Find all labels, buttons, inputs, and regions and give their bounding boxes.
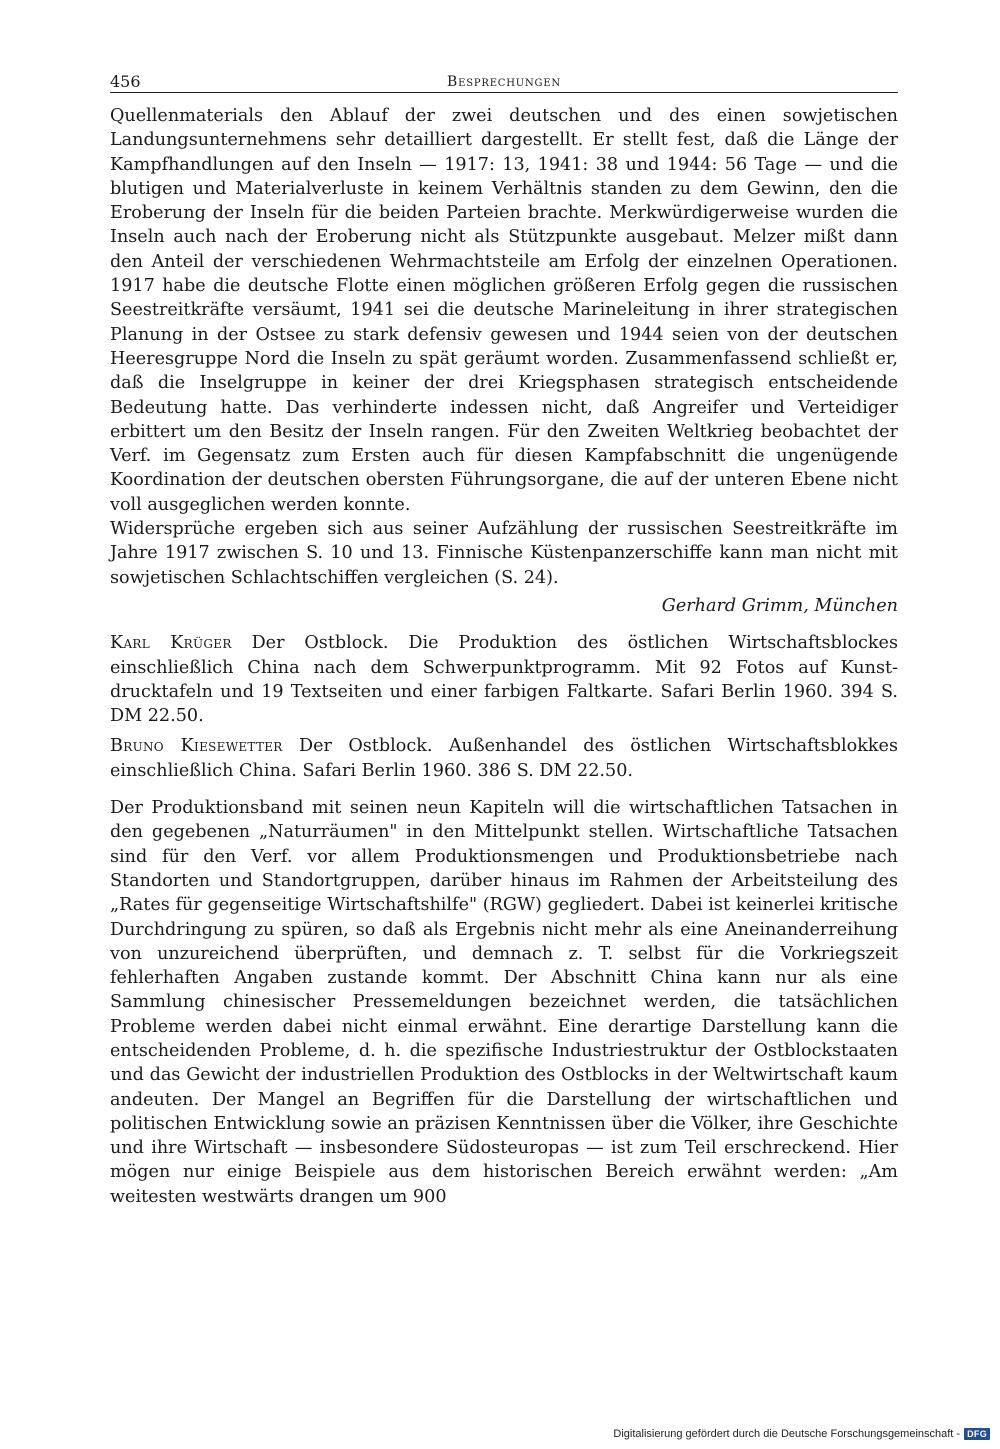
page [110,68,898,1209]
book-details: Der Ostblock. Außenhandel des östlichen Wirtschaftsblokkes einschließlich China. Safari Berlin 1960. 386 S. DM 22.50. [110,736,898,781]
article-body [110,104,898,1209]
footer-text: Digitalisierung gefördert durch die Deutsche Forschungsgemeinschaft - [613,1428,961,1440]
running-head: Besprechungen [447,74,561,90]
paragraph-continued: Quellenmaterials den Ablauf der zwei deutschen und des einen sowjetischen Landungsunternehmens sehr detailliert dargestellt. Er stellt fest, daß die Länge der Kampfhandlungen auf den Inseln — 1917: 13, 1941: 38 und 1944: 56 Tage — und die blutigen und Materialverluste in keinem Verhältnis standen zu dem Gewinn, den die Eroberung der Inseln für die beiden Parteien brachte. Merkwürdigerweise wurden die Inseln auch nach der Eroberung nicht als Stützpunkte ausgebaut. Melzer mißt dann den Anteil der verschiedenen Wehrmachtsteile am Erfolg der einzelnen Operationen. 1917 habe die deutsche Flotte einen möglichen größeren Erfolg gegen die russischen Seestreitkräfte versäumt, 1941 sei die deutsche Marineleitung in ihrer strategischen Planung in der Ostsee zu stark defensiv gewesen und 1944 seien von der deutschen Heeresgruppe Nord die Inseln zu spät geräumt worden. Zusammenfassend schließt er, daß die Inselgruppe in keiner der drei Kriegsphasen strategisch entscheidende Bedeutung hatte. Das verhinderte indessen nicht, daß Angreifer und Verteidiger erbittert um den Besitz der Inseln rangen. Für den Zweiten Weltkrieg beobachtet der Verf. im Gegensatz zum Ersten auch für diesen Kampfabschnitt die ungenügende Koordination der deutschen obersten Führungsorgane, die auf der unteren Ebene nicht voll ausgeglichen werden konnte. [110,106,898,515]
review-paragraph: Der Produktionsband mit seinen neun Kapiteln will die wirtschaftlichen Tatsachen in den gegebenen „Naturräumen" in den Mittelpunkt stellen. Wirtschaftliche Tatsachen sind für den Verf. vor allem Produktionsmengen und Produktionsbetriebe nach Standorten und Standortgruppen, darüber hinaus im Rahmen der Arbeitsteilung des „Rates für gegenseitige Wirtschaftshilfe" (RGW) gegliedert. Dabei ist keinerlei kritische Durchdringung zu spüren, so daß als Ergebnis nicht mehr als eine Aneinanderreihung von unzureichend überprüften, und demnach z. T. selbst für die Vorkriegszeit fehlerhaften Angaben zustande kommt. Der Abschnitt China kann nur als eine Sammlung chinesischer Pressemeldungen bezeichnet werden, die tatsächlichen Probleme werden dabei nicht einmal erwähnt. Eine derartige Darstellung kann die entscheidenden Probleme, d. h. die spezifische Industriestruktur der Ostblockstaaten und das Gewicht der industriellen Produktion des Ostblocks in der Weltwirtschaft kaum andeuten. Der Mangel an Begriffen für die Darstellung der wirtschaftlichen und politischen Entwicklung sowie an präzisen Kenntnissen über die Völker, ihre Geschichte und ihre Wirtschaft — insbesondere Südosteuropas — ist zum Teil erschreckend. Hier mögen nur einige Beispiele aus dem historischen Bereich erwähnt werden: „Am weitesten westwärts drangen um 900 [110,798,898,1207]
book-details: Der Ostblock. Die Produktion des östlichen Wirtschaftsblockes einschließlich China nach dem Schwerpunktprogramm. Mit 92 Fotos auf Kunstdrucktafeln und 19 Textseiten und einer farbigen Faltkarte. Safari Berlin 1960. 394 S. DM 22.50. [110,633,898,727]
digitization-footer [613,1428,990,1440]
reviewer-signature: Gerhard Grimm, München [661,595,898,616]
book-author: Karl Krüger [110,633,232,654]
page-number: 456 [110,72,141,91]
page-header [110,68,898,93]
dfg-logo-icon: DFG [964,1428,990,1440]
bibliography-entry [110,734,898,783]
bibliography-entry [110,631,898,728]
paragraph: Widersprüche ergeben sich aus seiner Aufzählung der russischen Seestreitkräfte im Jahre 1917 zwischen S. 10 und 13. Finnische Küstenpanzerschiffe kann man nicht mit sowjetischen Schlachtschiffen vergleichen (S. 24). [110,519,898,588]
book-author: Bruno Kiesewetter [110,736,283,757]
